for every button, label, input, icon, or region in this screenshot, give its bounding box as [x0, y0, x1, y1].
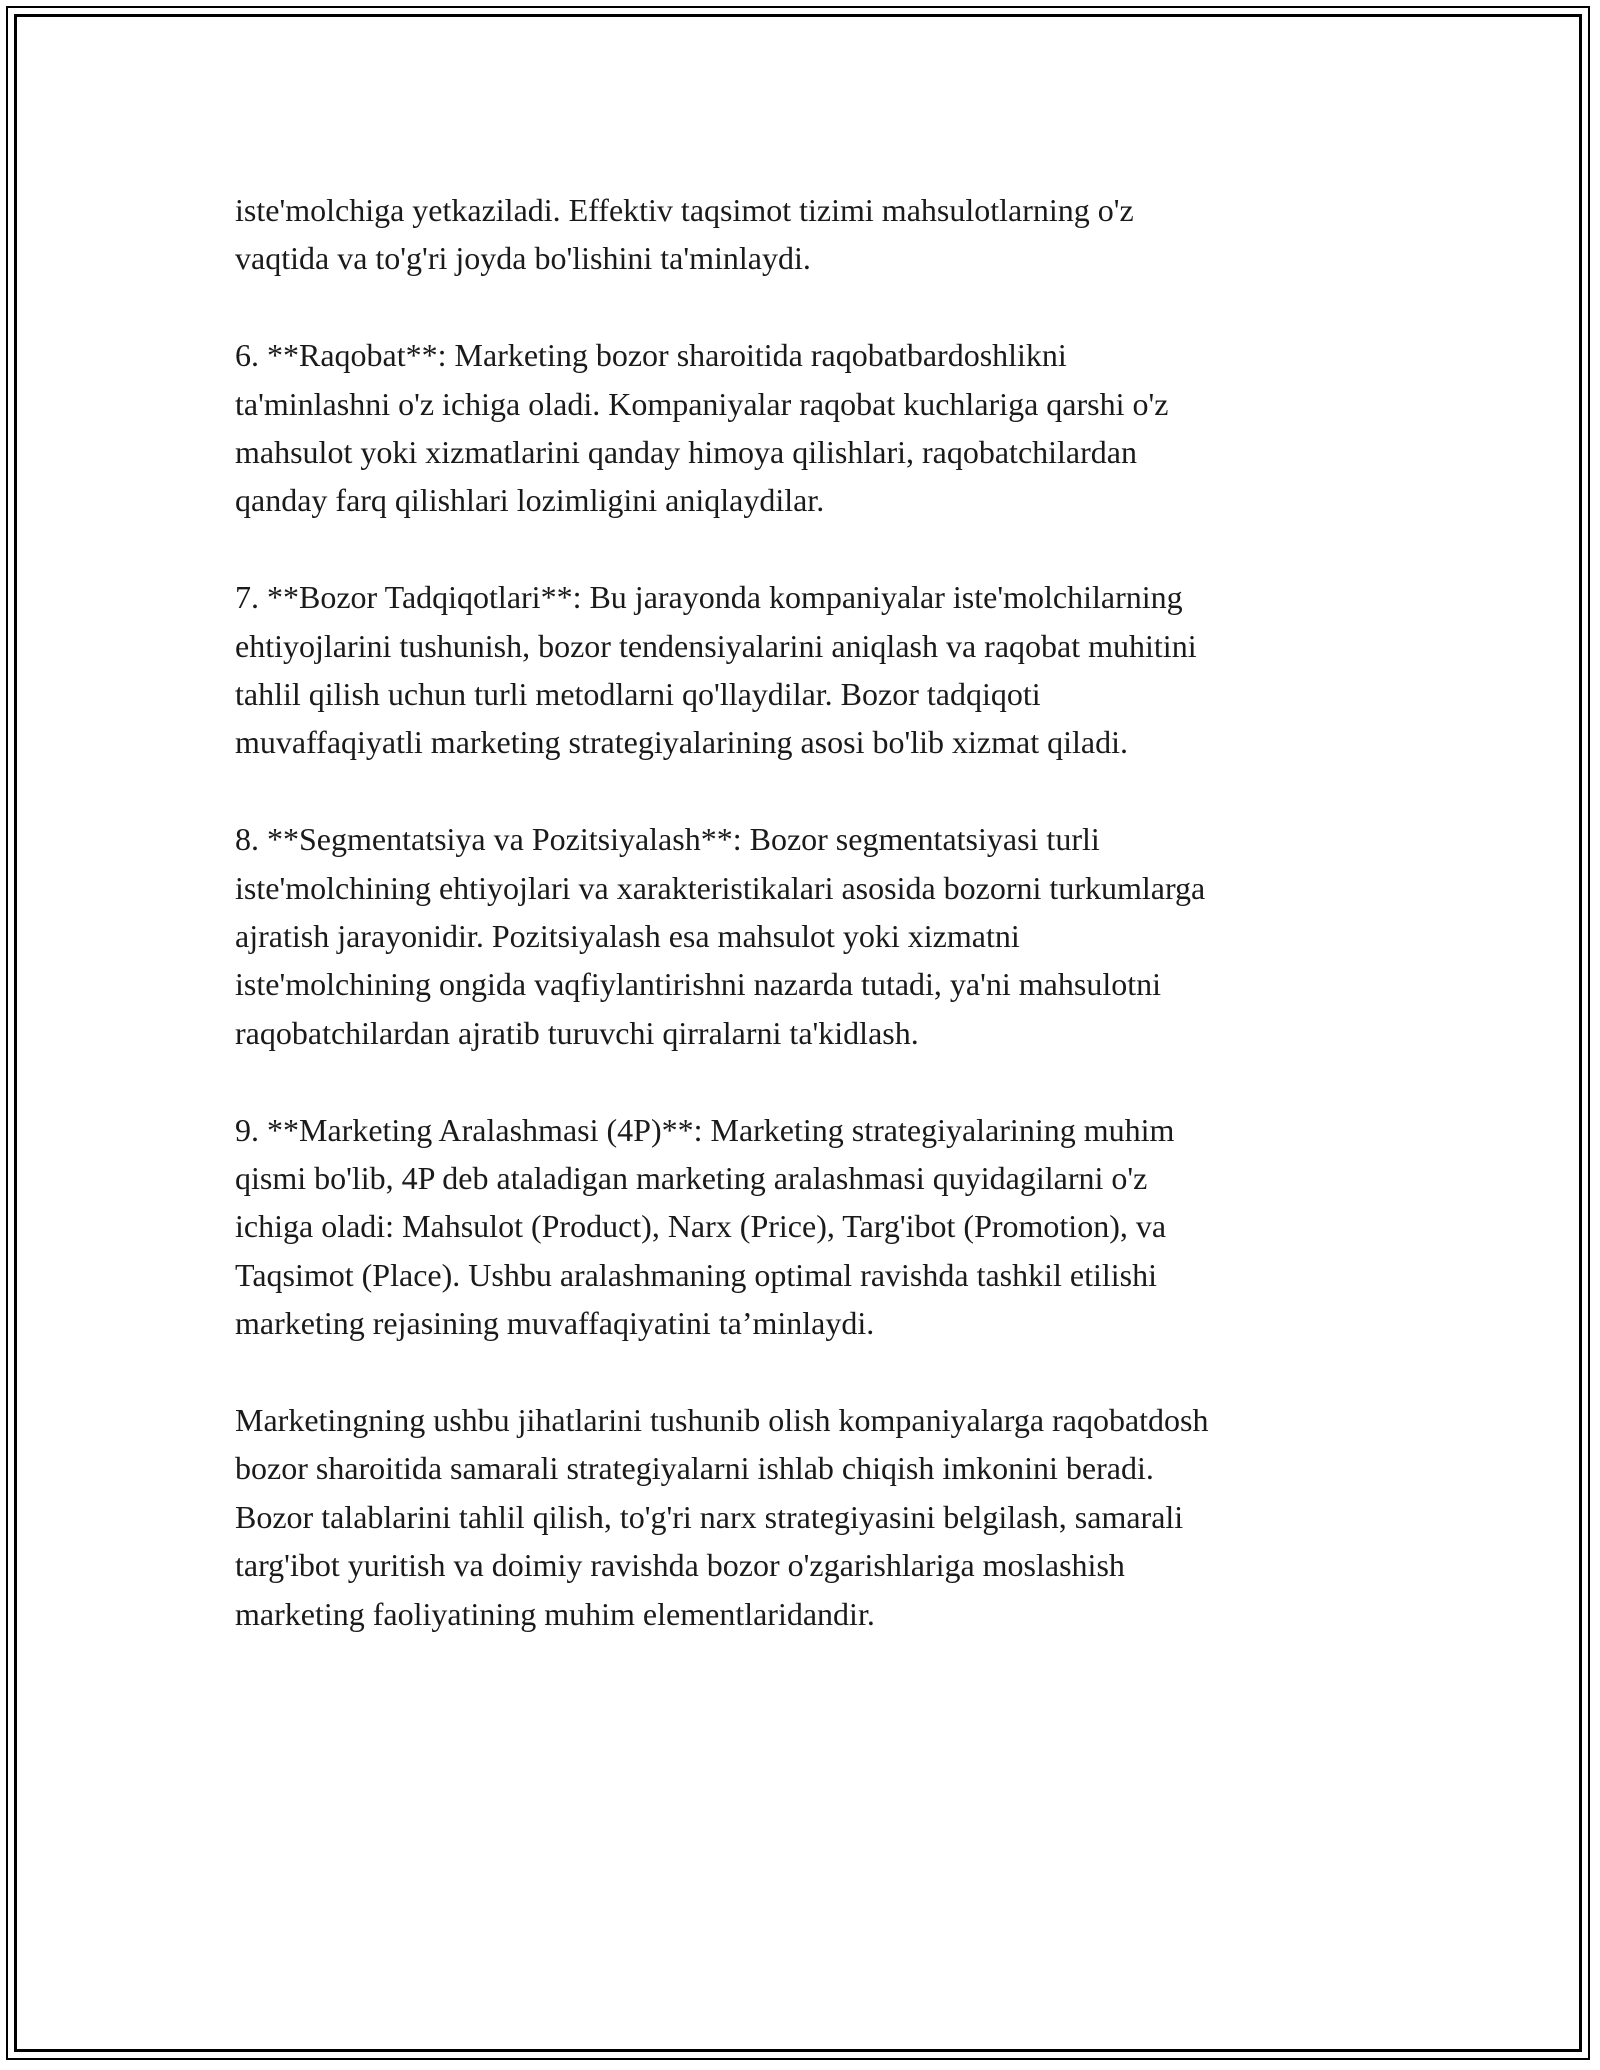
text-line: iste'molchining ehtiyojlari va xarakteristikalari asosida bozorni turkumlarga: [235, 869, 1206, 906]
text-line: qismi bo'lib, 4P deb ataladigan marketing aralashmasi quyidagilarni o'z: [235, 1160, 1148, 1197]
text-line: targ'ibot yuritish va doimiy ravishda bozor o'zgarishlariga moslashish: [235, 1547, 1125, 1584]
text-line: marketing rejasining muvaffaqiyatini ta’minlaydi.: [235, 1305, 875, 1342]
text-line: tahlil qilish uchun turli metodlarni qo'llaydilar. Bozor tadqiqoti: [235, 676, 1041, 713]
text-line: Taqsimot (Place). Ushbu aralashmaning optimal ravishda tashkil etilishi: [235, 1256, 1158, 1293]
paragraph-distribution-end: [235, 186, 1375, 283]
text-line: 8. **Segmentatsiya va Pozitsiyalash**: Bozor segmentatsiyasi turli: [235, 821, 1100, 858]
text-line: Bozor talablarini tahlil qilish, to'g'ri narx strategiyasini belgilash, samarali: [235, 1498, 1184, 1535]
paragraph-segmentation: [235, 815, 1375, 1057]
text-line: ichiga oladi: Mahsulot (Product), Narx (Price), Targ'ibot (Promotion), va: [235, 1208, 1167, 1245]
paragraph-marketing-mix: [235, 1106, 1375, 1348]
text-line: 6. **Raqobat**: Marketing bozor sharoitida raqobatbardoshlikni: [235, 337, 1067, 374]
text-line: 9. **Marketing Aralashmasi (4P)**: Marketing strategiyalarining muhim: [235, 1111, 1175, 1148]
document-body: [235, 186, 1375, 1687]
text-line: Marketingning ushbu jihatlarini tushunib olish kompaniyalarga raqobatdosh: [235, 1402, 1209, 1439]
text-line: qanday farq qilishlari lozimligini aniqlaydilar.: [235, 482, 825, 519]
text-line: vaqtida va to'g'ri joyda bo'lishini ta'minlaydi.: [235, 240, 811, 277]
text-line: ehtiyojlarini tushunish, bozor tendensiyalarini aniqlash va raqobat muhitini: [235, 627, 1197, 664]
paragraph-conclusion: [235, 1396, 1375, 1638]
text-line: ta'minlashni o'z ichiga oladi. Kompaniyalar raqobat kuchlariga qarshi o'z: [235, 385, 1169, 422]
text-line: iste'molchiga yetkaziladi. Effektiv taqsimot tizimi mahsulotlarning o'z: [235, 192, 1134, 228]
text-line: bozor sharoitida samarali strategiyalarni ishlab chiqish imkonini beradi.: [235, 1450, 1154, 1487]
text-line: 7. **Bozor Tadqiqotlari**: Bu jarayonda kompaniyalar iste'molchilarning: [235, 579, 1183, 616]
paragraph-market-research: [235, 573, 1375, 767]
text-line: mahsulot yoki xizmatlarini qanday himoya qilishlari, raqobatchilardan: [235, 434, 1137, 471]
paragraph-competition: [235, 331, 1375, 525]
text-line: raqobatchilardan ajratib turuvchi qirralarni ta'kidlash.: [235, 1014, 919, 1051]
text-line: ajratish jarayonidir. Pozitsiyalash esa mahsulot yoki xizmatni: [235, 918, 1020, 955]
text-line: muvaffaqiyatli marketing strategiyalarining asosi bo'lib xizmat qiladi.: [235, 724, 1128, 761]
text-line: marketing faoliyatining muhim elementlaridandir.: [235, 1595, 875, 1632]
text-line: iste'molchining ongida vaqfiylantirishni nazarda tutadi, ya'ni mahsulotni: [235, 966, 1161, 1003]
